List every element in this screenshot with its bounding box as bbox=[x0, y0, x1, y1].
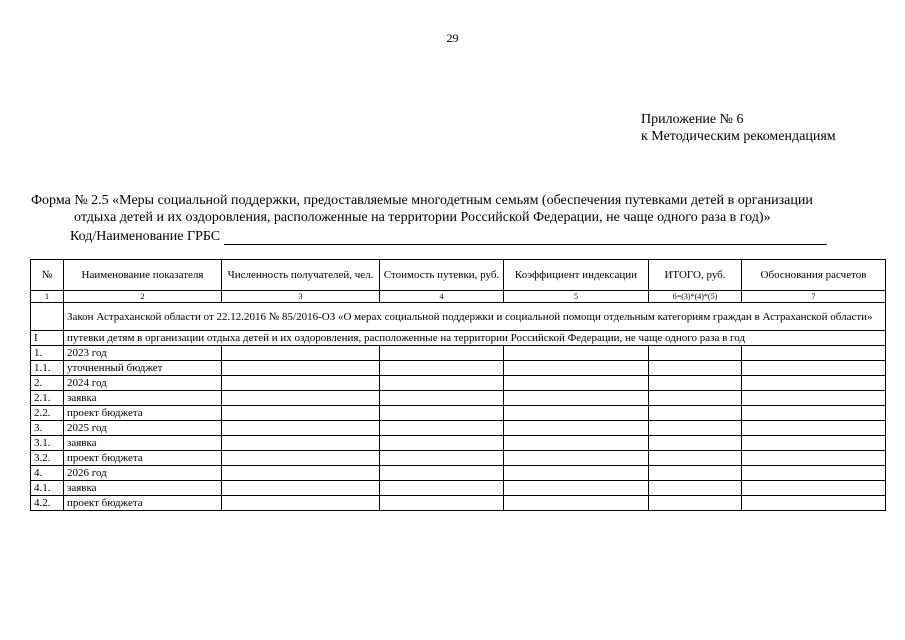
row-number: 2.2. bbox=[31, 406, 64, 421]
table-row bbox=[31, 406, 886, 421]
row-number: 4. bbox=[31, 466, 64, 481]
total-cell bbox=[649, 436, 742, 451]
total-cell bbox=[649, 466, 742, 481]
recipients-cell bbox=[222, 406, 380, 421]
row-number: 1.1. bbox=[31, 361, 64, 376]
recipients-cell bbox=[222, 466, 380, 481]
justification-cell bbox=[742, 361, 886, 376]
section-row bbox=[31, 331, 886, 346]
law-row-text: Закон Астраханской области от 22.12.2016 № 85/2016-ОЗ «О мерах социальной поддержки и социальной помощи отдельным категориям граждан в Астраханской области» bbox=[64, 303, 886, 331]
row-indicator-name: проект бюджета bbox=[64, 496, 222, 511]
law-row bbox=[31, 303, 886, 331]
row-indicator-name: заявка bbox=[64, 391, 222, 406]
recipients-cell bbox=[222, 391, 380, 406]
appendix-line-2: к Методическим рекомендациям bbox=[641, 129, 836, 144]
table-row bbox=[31, 481, 886, 496]
justification-cell bbox=[742, 346, 886, 361]
row-indicator-name: 2026 год bbox=[64, 466, 222, 481]
grbs-label: Код/Наименование ГРБС bbox=[70, 229, 221, 244]
voucher-cost-cell bbox=[380, 496, 504, 511]
recipients-cell bbox=[222, 421, 380, 436]
row-number: 4.2. bbox=[31, 496, 64, 511]
justification-cell bbox=[742, 451, 886, 466]
form-title-line-2: отдыха детей и их оздоровления, расположенные на территории Российской Федерации, не чаще одного раза в год)» bbox=[74, 210, 771, 225]
row-number: 1. bbox=[31, 346, 64, 361]
table-row bbox=[31, 391, 886, 406]
recipients-cell bbox=[222, 481, 380, 496]
justification-cell bbox=[742, 406, 886, 421]
index-coefficient-cell bbox=[504, 436, 649, 451]
table-row bbox=[31, 346, 886, 361]
header-cell: Стоимость путевки, руб. bbox=[380, 260, 504, 291]
voucher-cost-cell bbox=[380, 466, 504, 481]
voucher-cost-cell bbox=[380, 421, 504, 436]
index-cell: 4 bbox=[380, 291, 504, 303]
recipients-cell bbox=[222, 346, 380, 361]
row-number: 4.1. bbox=[31, 481, 64, 496]
row-number: 2.1. bbox=[31, 391, 64, 406]
justification-cell bbox=[742, 466, 886, 481]
row-indicator-name: 2023 год bbox=[64, 346, 222, 361]
recipients-cell bbox=[222, 376, 380, 391]
table-row bbox=[31, 451, 886, 466]
header-cell: Численность получателей, чел. bbox=[222, 260, 380, 291]
appendix-header bbox=[641, 111, 836, 145]
index-coefficient-cell bbox=[504, 421, 649, 436]
row-indicator-name: проект бюджета bbox=[64, 451, 222, 466]
voucher-cost-cell bbox=[380, 391, 504, 406]
row-indicator-name: 2024 год bbox=[64, 376, 222, 391]
header-cell: Наименование показателя bbox=[64, 260, 222, 291]
table-row bbox=[31, 496, 886, 511]
recipients-cell bbox=[222, 451, 380, 466]
table-row bbox=[31, 466, 886, 481]
header-cell: ИТОГО, руб. bbox=[649, 260, 742, 291]
total-cell bbox=[649, 421, 742, 436]
recipients-cell bbox=[222, 496, 380, 511]
table-row bbox=[31, 361, 886, 376]
index-coefficient-cell bbox=[504, 376, 649, 391]
section-text: путевки детям в организации отдыха детей и их оздоровления, расположенные на территории Российской Федерации, не чаще одного раза в год bbox=[64, 331, 886, 346]
total-cell bbox=[649, 481, 742, 496]
header-cell: Обоснования расчетов bbox=[742, 260, 886, 291]
row-indicator-name: уточненный бюджет bbox=[64, 361, 222, 376]
total-cell bbox=[649, 361, 742, 376]
voucher-cost-cell bbox=[380, 436, 504, 451]
recipients-cell bbox=[222, 436, 380, 451]
row-number: 3.2. bbox=[31, 451, 64, 466]
index-cell: 3 bbox=[222, 291, 380, 303]
total-cell bbox=[649, 496, 742, 511]
voucher-cost-cell bbox=[380, 346, 504, 361]
index-coefficient-cell bbox=[504, 346, 649, 361]
grbs-blank-line bbox=[224, 230, 827, 245]
voucher-cost-cell bbox=[380, 481, 504, 496]
total-cell bbox=[649, 391, 742, 406]
header-cell: № bbox=[31, 260, 64, 291]
justification-cell bbox=[742, 391, 886, 406]
index-coefficient-cell bbox=[504, 391, 649, 406]
header-cell: Коэффициент индексации bbox=[504, 260, 649, 291]
row-indicator-name: заявка bbox=[64, 436, 222, 451]
index-coefficient-cell bbox=[504, 466, 649, 481]
justification-cell bbox=[742, 376, 886, 391]
index-coefficient-cell bbox=[504, 451, 649, 466]
justification-cell bbox=[742, 436, 886, 451]
table-row bbox=[31, 436, 886, 451]
row-indicator-name: проект бюджета bbox=[64, 406, 222, 421]
index-coefficient-cell bbox=[504, 481, 649, 496]
voucher-cost-cell bbox=[380, 376, 504, 391]
row-number: 2. bbox=[31, 376, 64, 391]
index-cell: 2 bbox=[64, 291, 222, 303]
voucher-cost-cell bbox=[380, 406, 504, 421]
index-coefficient-cell bbox=[504, 496, 649, 511]
index-cell: 1 bbox=[31, 291, 64, 303]
appendix-line-1: Приложение № 6 bbox=[641, 112, 744, 127]
form-title-line-1: Форма № 2.5 «Меры социальной поддержки, предоставляемые многодетным семьям (обеспечения путевками детей в организации bbox=[31, 193, 813, 208]
header-row bbox=[31, 260, 886, 291]
row-indicator-name: 2025 год bbox=[64, 421, 222, 436]
row-number: 3. bbox=[31, 421, 64, 436]
calculation-table bbox=[30, 259, 886, 511]
section-num: I bbox=[31, 331, 64, 346]
index-coefficient-cell bbox=[504, 406, 649, 421]
justification-cell bbox=[742, 481, 886, 496]
index-cell: 6=(3)*(4)*(5) bbox=[649, 291, 742, 303]
grbs-row bbox=[70, 228, 827, 245]
total-cell bbox=[649, 451, 742, 466]
voucher-cost-cell bbox=[380, 451, 504, 466]
table-row bbox=[31, 421, 886, 436]
index-cell: 7 bbox=[742, 291, 886, 303]
row-indicator-name: заявка bbox=[64, 481, 222, 496]
justification-cell bbox=[742, 421, 886, 436]
index-cell: 5 bbox=[504, 291, 649, 303]
row-number: 3.1. bbox=[31, 436, 64, 451]
total-cell bbox=[649, 346, 742, 361]
table-row bbox=[31, 376, 886, 391]
form-title bbox=[31, 192, 891, 226]
voucher-cost-cell bbox=[380, 361, 504, 376]
justification-cell bbox=[742, 496, 886, 511]
page-number: 29 bbox=[446, 31, 459, 45]
column-index-row bbox=[31, 291, 886, 303]
total-cell bbox=[649, 376, 742, 391]
total-cell bbox=[649, 406, 742, 421]
recipients-cell bbox=[222, 361, 380, 376]
index-coefficient-cell bbox=[504, 361, 649, 376]
law-row-num-cell bbox=[31, 303, 64, 331]
